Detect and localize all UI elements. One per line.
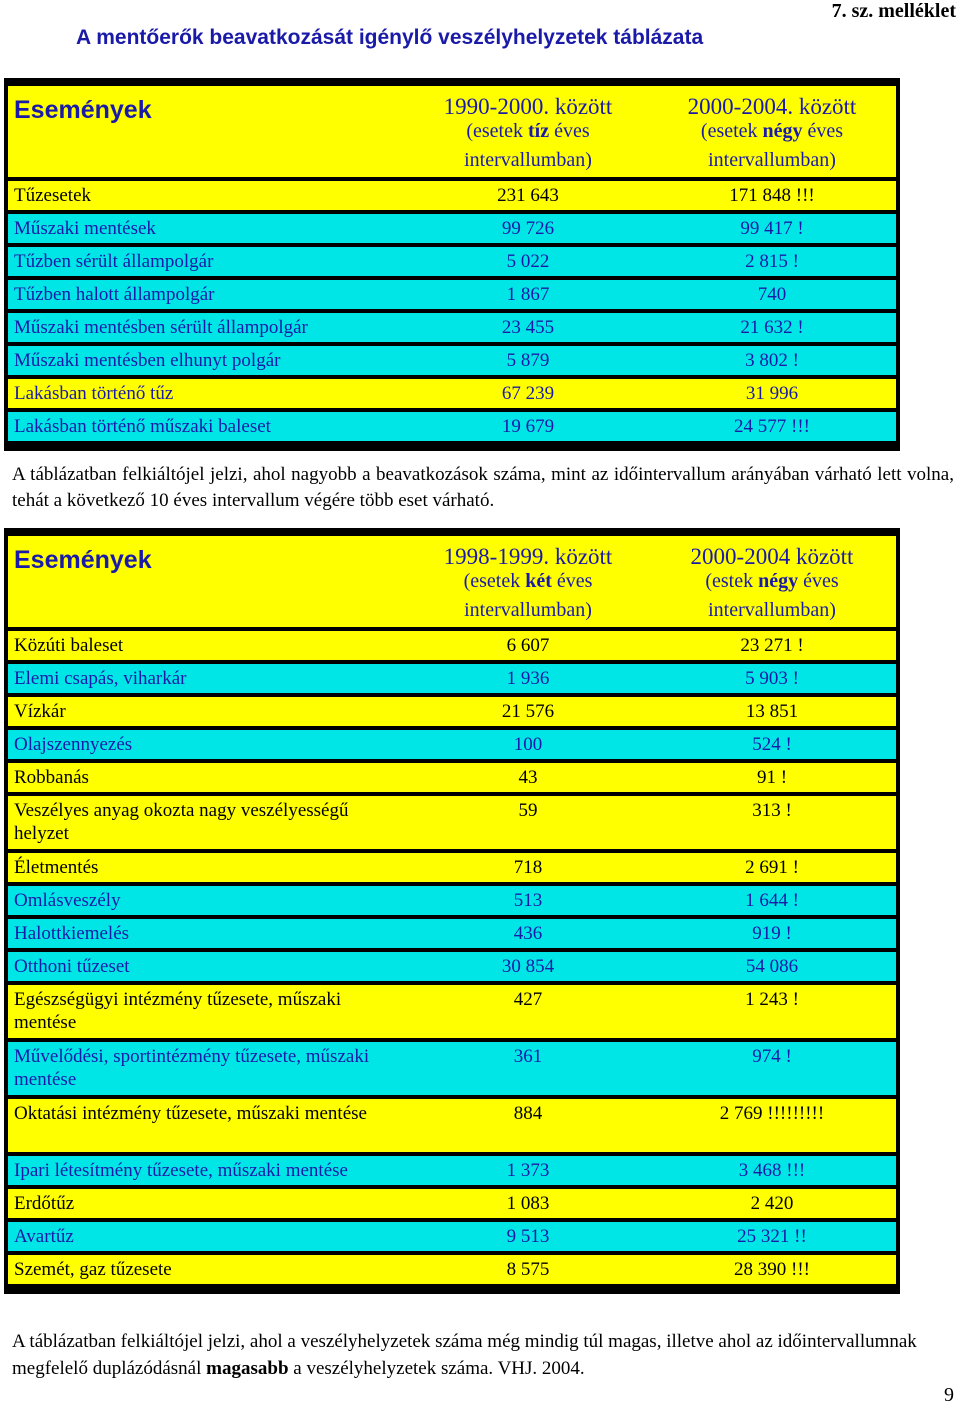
row-value-period-1: 9 513	[408, 1222, 648, 1251]
table-row	[8, 697, 896, 726]
row-value-period-2: 99 417 !	[648, 214, 896, 243]
row-label: Veszélyes anyag okozta nagy veszélyességű helyzet	[8, 796, 408, 849]
row-label: Életmentés	[8, 853, 408, 882]
table-row	[8, 631, 896, 660]
table-row	[8, 730, 896, 759]
table-row	[8, 214, 896, 243]
row-value-period-2: 2 691 !	[648, 853, 896, 882]
table-row	[8, 1189, 896, 1218]
row-value-period-2: 25 321 !!	[648, 1222, 896, 1251]
note-1: A táblázatban felkiáltójel jelzi, ahol nagyobb a beavatkozások száma, mint az időintervallum arányában várható lett volna, tehát a következő 10 éves intervallum végére több eset várható.	[12, 464, 954, 511]
row-value-period-1: 718	[408, 853, 648, 882]
table-1-header	[8, 86, 896, 177]
row-label: Halottkiemelés	[8, 919, 408, 948]
row-value-period-1: 99 726	[408, 214, 648, 243]
table-row	[8, 412, 896, 441]
row-value-period-2: 23 271 !	[648, 631, 896, 660]
row-label: Műszaki mentésben elhunyt polgár	[8, 346, 408, 375]
row-value-period-2: 313 !	[648, 796, 896, 849]
table-row	[8, 985, 896, 1038]
period-2-header: 2000-2004. között (esetek négy éves intervallumban)	[648, 86, 896, 177]
row-label: Tűzben halott állampolgár	[8, 280, 408, 309]
row-value-period-1: 361	[408, 1042, 648, 1095]
row-value-period-1: 19 679	[408, 412, 648, 441]
table-row	[8, 1099, 896, 1152]
row-value-period-2: 3 802 !	[648, 346, 896, 375]
row-value-period-1: 59	[408, 796, 648, 849]
row-value-period-2: 24 577 !!!	[648, 412, 896, 441]
table-row	[8, 1042, 896, 1095]
row-label: Erdőtűz	[8, 1189, 408, 1218]
table-1	[4, 78, 900, 451]
period-1-header: 1998-1999. között (esetek két éves intervallumban)	[408, 536, 648, 627]
row-value-period-1: 8 575	[408, 1255, 648, 1284]
row-label: Művelődési, sportintézmény tűzesete, műszaki mentése	[8, 1042, 408, 1095]
row-label: Robbanás	[8, 763, 408, 792]
row-value-period-1: 1 373	[408, 1156, 648, 1185]
table-row	[8, 280, 896, 309]
row-value-period-2: 2 769 !!!!!!!!!	[648, 1099, 896, 1152]
row-label: Avartűz	[8, 1222, 408, 1251]
table-row	[8, 952, 896, 981]
row-value-period-1: 1 936	[408, 664, 648, 693]
table-row	[8, 181, 896, 210]
row-label: Lakásban történő tűz	[8, 379, 408, 408]
row-value-period-1: 513	[408, 886, 648, 915]
table-row	[8, 313, 896, 342]
row-value-period-2: 171 848 !!!	[648, 181, 896, 210]
row-label: Ipari létesítmény tűzesete, műszaki mentése	[8, 1156, 408, 1185]
row-value-period-1: 5 879	[408, 346, 648, 375]
events-header: Események	[8, 536, 408, 627]
row-value-period-1: 1 083	[408, 1189, 648, 1218]
row-value-period-2: 919 !	[648, 919, 896, 948]
row-value-period-1: 21 576	[408, 697, 648, 726]
row-value-period-1: 67 239	[408, 379, 648, 408]
row-label: Műszaki mentésben sérült állampolgár	[8, 313, 408, 342]
period-2-header: 2000-2004 között (estek négy éves intervallumban)	[648, 536, 896, 627]
row-value-period-2: 524 !	[648, 730, 896, 759]
table-row	[8, 886, 896, 915]
page-title: A mentőerők beavatkozását igénylő veszélyhelyzetek táblázata	[76, 26, 704, 49]
note-2: A táblázatban felkiáltójel jelzi, ahol a veszélyhelyzetek száma még mindig túl magas, illetve ahol az időintervallumnak megfelelő duplázódásnál magasabb a veszélyhelyzetek száma. VHJ. 2004.	[12, 1331, 917, 1379]
row-label: Elemi csapás, viharkár	[8, 664, 408, 693]
row-label: Lakásban történő műszaki baleset	[8, 412, 408, 441]
row-value-period-2: 31 996	[648, 379, 896, 408]
row-value-period-1: 100	[408, 730, 648, 759]
table-row	[8, 346, 896, 375]
table-row	[8, 853, 896, 882]
row-value-period-1: 23 455	[408, 313, 648, 342]
annex-label: 7. sz. melléklet	[831, 0, 956, 22]
table-2	[4, 528, 900, 1294]
row-value-period-1: 884	[408, 1099, 648, 1152]
table-2-header	[8, 536, 896, 627]
row-label: Egészségügyi intézmény tűzesete, műszaki mentése	[8, 985, 408, 1038]
row-value-period-2: 21 632 !	[648, 313, 896, 342]
table-row	[8, 664, 896, 693]
row-value-period-2: 28 390 !!!	[648, 1255, 896, 1284]
row-value-period-2: 2 420	[648, 1189, 896, 1218]
row-value-period-1: 6 607	[408, 631, 648, 660]
row-value-period-1: 5 022	[408, 247, 648, 276]
row-label: Műszaki mentések	[8, 214, 408, 243]
row-label: Olajszennyezés	[8, 730, 408, 759]
row-label: Oktatási intézmény tűzesete, műszaki mentése	[8, 1099, 408, 1152]
page-number: 9	[944, 1384, 954, 1406]
row-value-period-2: 91 !	[648, 763, 896, 792]
row-label: Szemét, gaz tűzesete	[8, 1255, 408, 1284]
row-label: Vízkár	[8, 697, 408, 726]
table-row	[8, 1156, 896, 1185]
row-value-period-2: 13 851	[648, 697, 896, 726]
row-label: Tűzben sérült állampolgár	[8, 247, 408, 276]
table-row	[8, 763, 896, 792]
table-row	[8, 1222, 896, 1251]
row-value-period-2: 2 815 !	[648, 247, 896, 276]
row-value-period-2: 974 !	[648, 1042, 896, 1095]
row-value-period-2: 3 468 !!!	[648, 1156, 896, 1185]
row-label: Omlásveszély	[8, 886, 408, 915]
table-row	[8, 247, 896, 276]
row-value-period-1: 231 643	[408, 181, 648, 210]
table-row	[8, 1255, 896, 1284]
row-label: Otthoni tűzeset	[8, 952, 408, 981]
row-value-period-2: 740	[648, 280, 896, 309]
table-row	[8, 796, 896, 849]
row-value-period-2: 54 086	[648, 952, 896, 981]
table-row	[8, 379, 896, 408]
row-value-period-1: 436	[408, 919, 648, 948]
row-value-period-2: 1 644 !	[648, 886, 896, 915]
row-value-period-1: 43	[408, 763, 648, 792]
row-value-period-1: 427	[408, 985, 648, 1038]
row-label: Tűzesetek	[8, 181, 408, 210]
table-row	[8, 919, 896, 948]
row-value-period-2: 5 903 !	[648, 664, 896, 693]
row-label: Közúti baleset	[8, 631, 408, 660]
row-value-period-1: 1 867	[408, 280, 648, 309]
period-1-header: 1990-2000. között (esetek tíz éves intervallumban)	[408, 86, 648, 177]
row-value-period-2: 1 243 !	[648, 985, 896, 1038]
row-value-period-1: 30 854	[408, 952, 648, 981]
events-header: Események	[8, 86, 408, 177]
